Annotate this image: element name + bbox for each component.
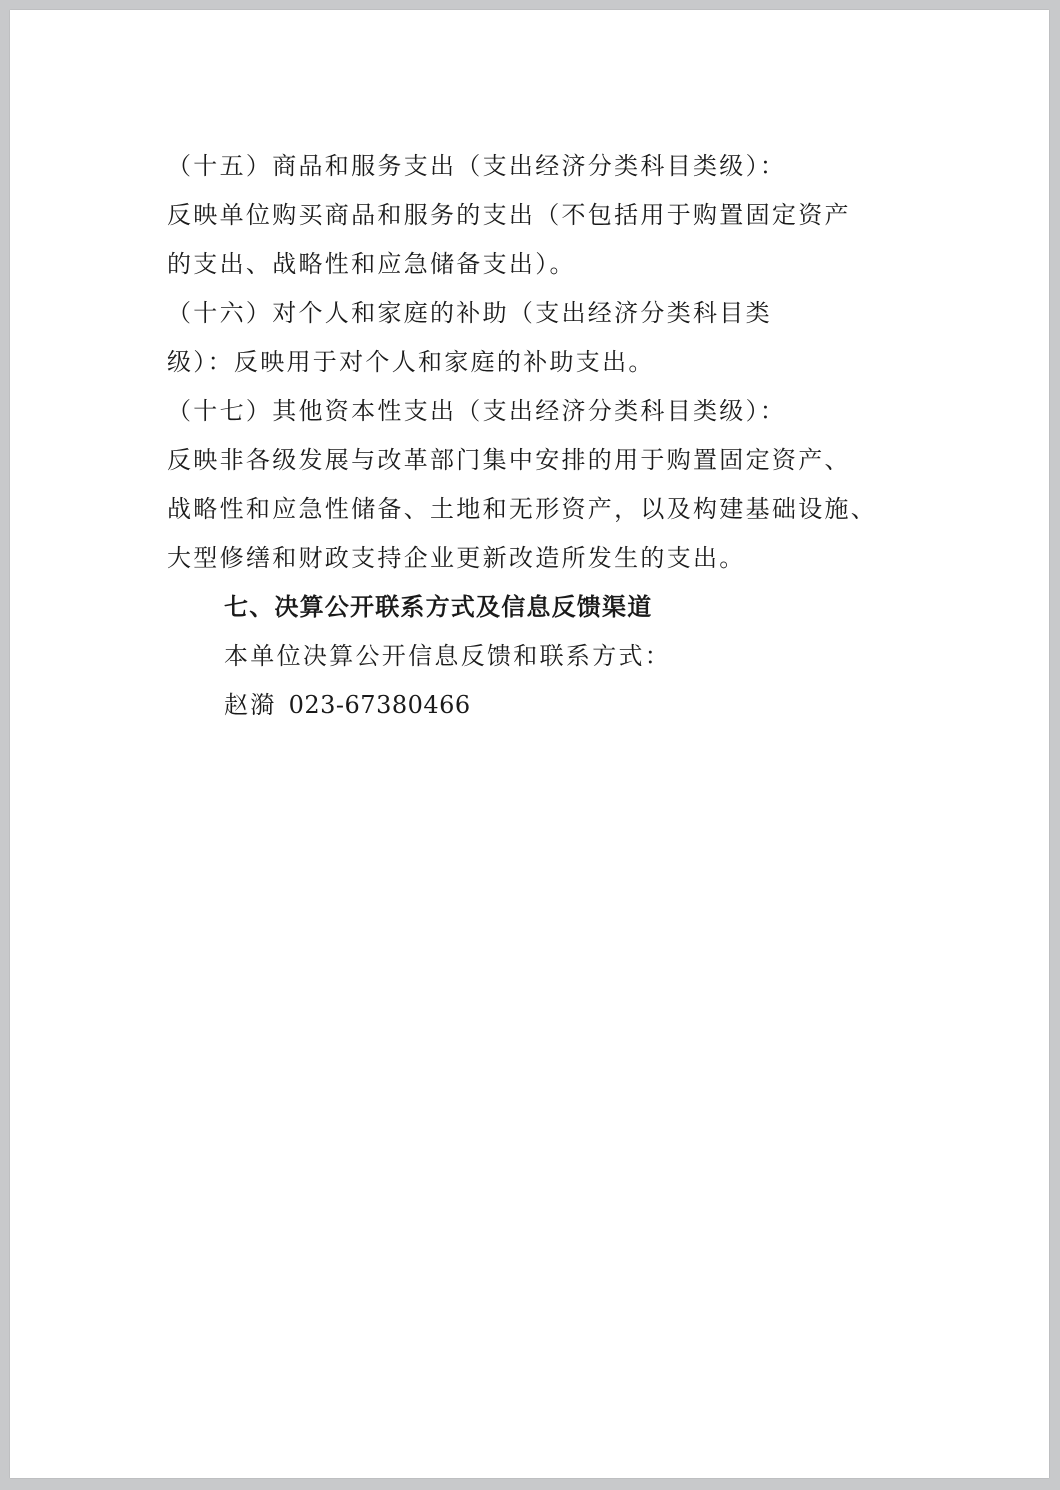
paragraph-other-capital xyxy=(167,387,907,583)
paragraph-line: （十七）其他资本性支出（支出经济分类科目类级）： xyxy=(167,397,787,425)
paragraph-line: 战略性和应急性储备、土地和无形资产，以及构建基础设施、 xyxy=(167,495,878,523)
paragraph-line: 反映单位购买商品和服务的支出（不包括用于购置固定资产 xyxy=(167,201,851,229)
paragraph-line: 大型修缮和财政支持企业更新改造所发生的支出。 xyxy=(167,544,746,572)
paragraph-line: 的支出、战略性和应急储备支出）。 xyxy=(167,250,576,278)
paragraph-line: 级）：反映用于对个人和家庭的补助支出。 xyxy=(167,348,655,376)
contact-name: 赵漪 xyxy=(224,691,277,719)
contact-intro: 本单位决算公开信息反馈和联系方式： xyxy=(224,642,672,670)
paragraph-goods-services xyxy=(167,142,907,289)
paragraph-line: （十五）商品和服务支出（支出经济分类科目类级）： xyxy=(167,152,787,180)
document-page xyxy=(10,10,1049,1478)
paragraph-household-subsidy xyxy=(167,289,907,387)
paragraph-line: （十六）对个人和家庭的补助（支出经济分类科目类 xyxy=(167,299,772,327)
paragraph-line: 反映非各级发展与改革部门集中安排的用于购置固定资产、 xyxy=(167,446,851,474)
contact-line xyxy=(167,681,907,730)
document-body xyxy=(167,142,907,730)
contact-phone: 023-67380466 xyxy=(288,691,471,719)
section-heading: 七、决算公开联系方式及信息反馈渠道 xyxy=(224,593,653,621)
